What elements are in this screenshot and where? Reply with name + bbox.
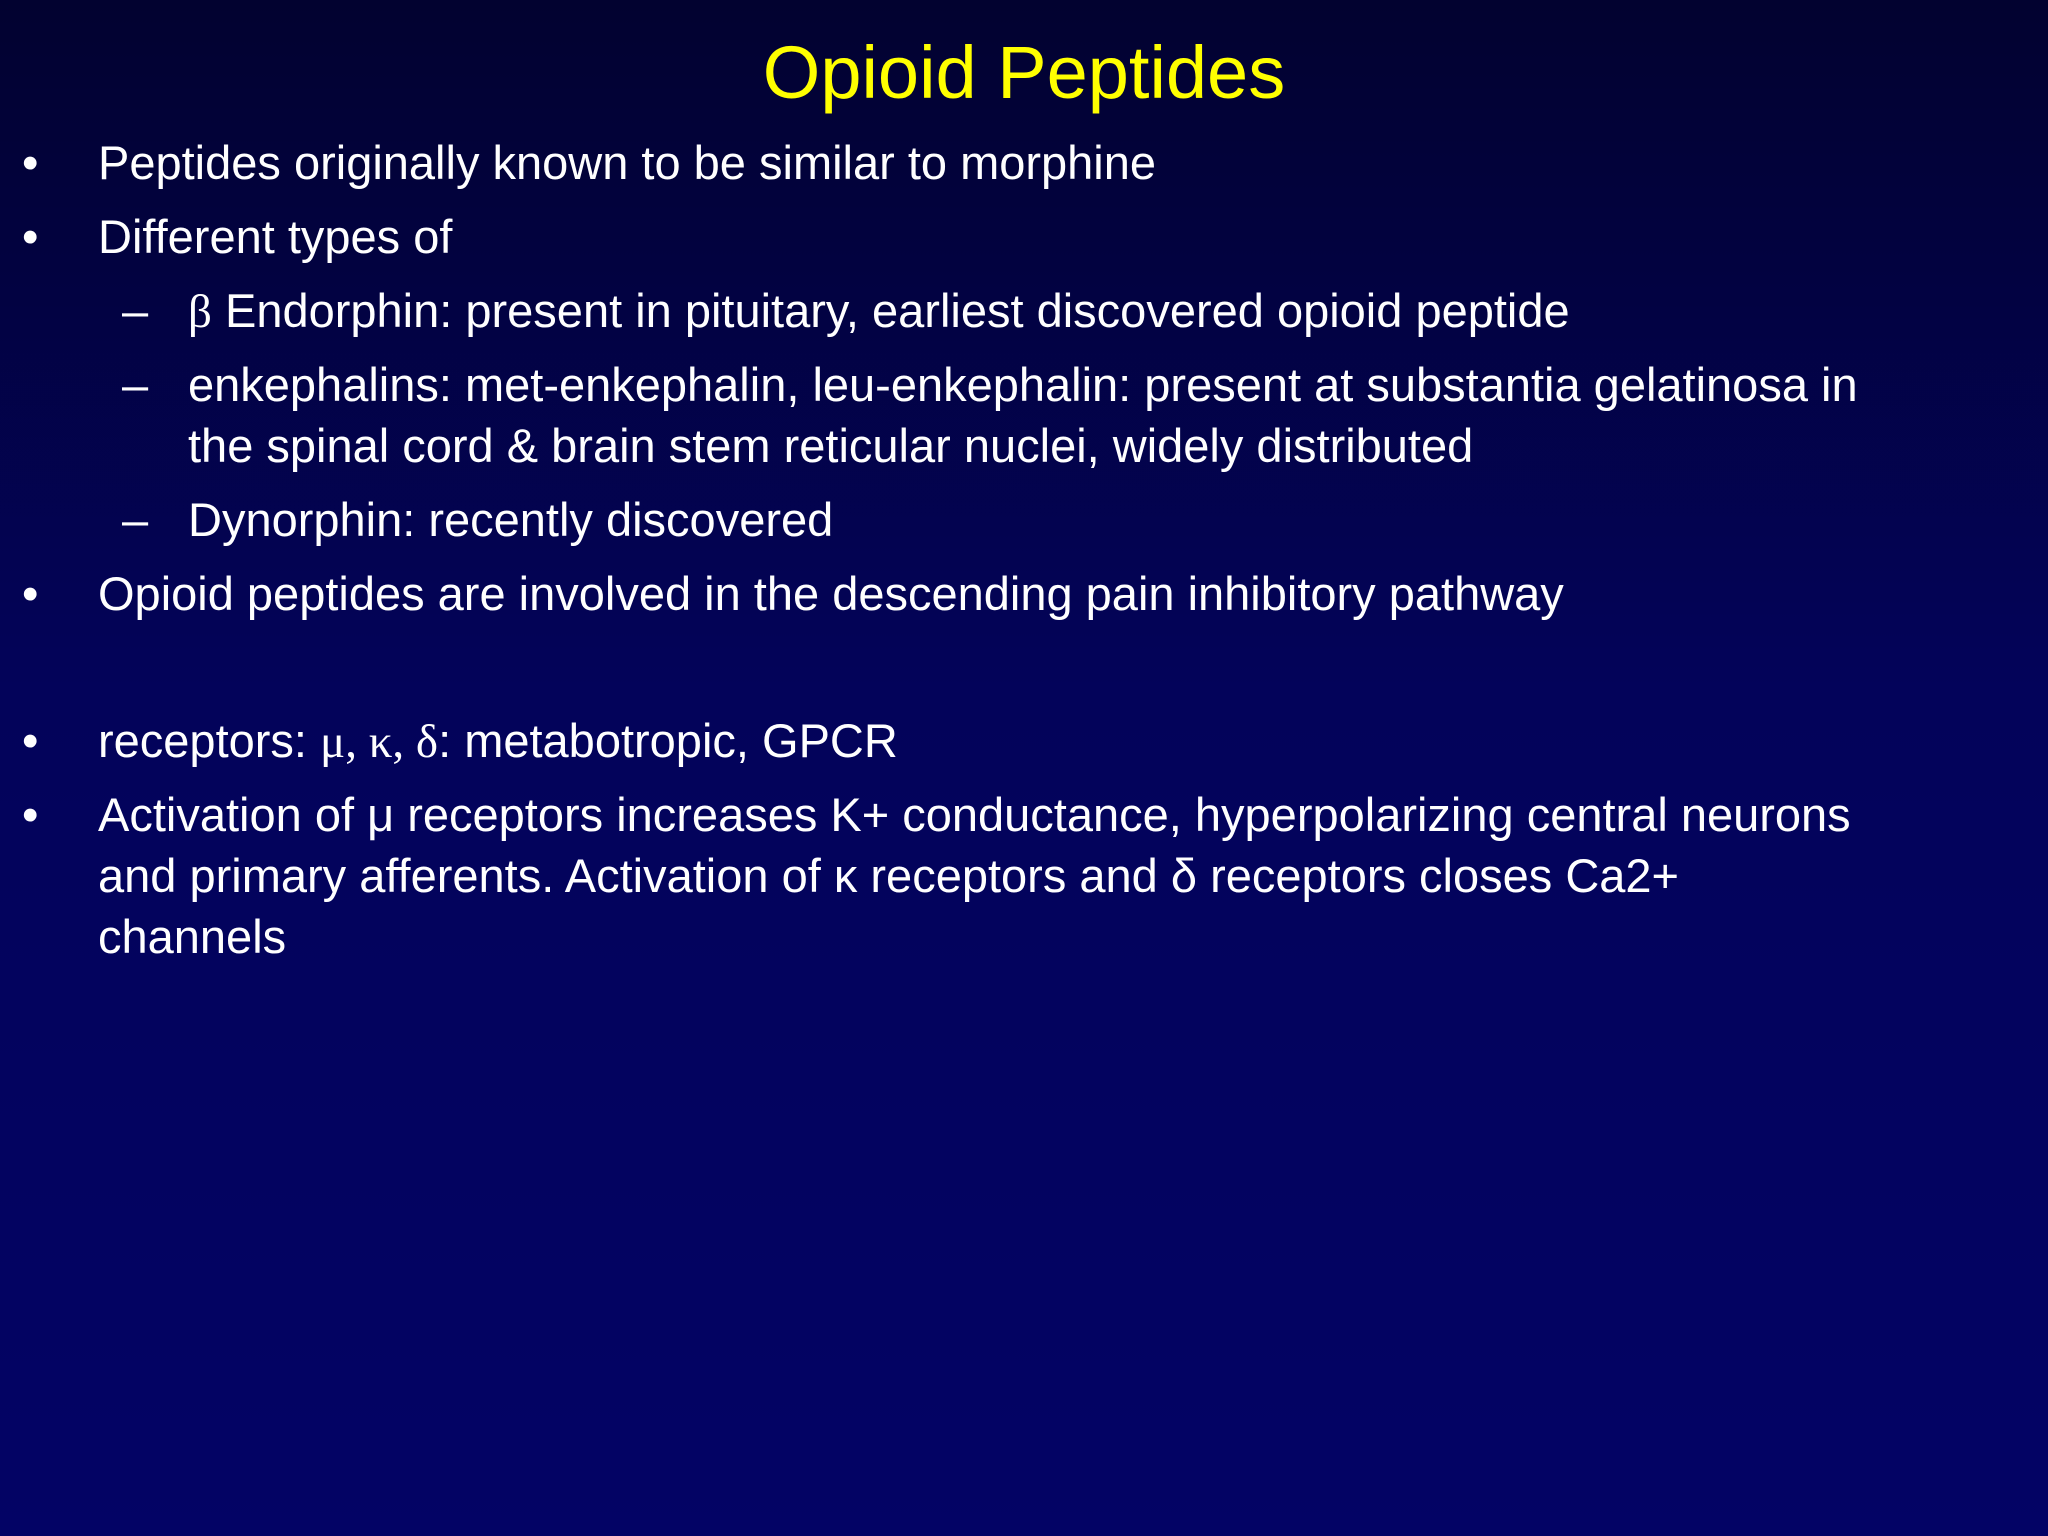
greek-symbols: μ, κ, δ <box>320 716 439 768</box>
bullet-text-line: channels <box>98 910 287 963</box>
slide-title: Opioid Peptides <box>762 31 1286 114</box>
receptors-description: : metabotropic, GPCR <box>438 714 898 767</box>
bullet-text-line: Activation of μ receptors increases K+ conductance, hyperpolarizing central neurons <box>98 788 1851 841</box>
dash-marker: – <box>122 284 149 337</box>
bullet-text: Peptides originally known to be similar to morphine <box>98 136 1157 189</box>
bullet-text: Opioid peptides are involved in the descending pain inhibitory pathway <box>98 567 1564 620</box>
sub-bullet-text-rest: Endorphin: present in pituitary, earliest discovered opioid peptide <box>211 284 1570 337</box>
bullet-marker: • <box>22 714 39 767</box>
sub-bullet-text-line: enkephalins: met-enkephalin, leu-enkephalin: present at substantia gelatinosa in <box>188 358 1858 411</box>
beta-symbol: β <box>188 286 212 338</box>
bullet-text <box>98 710 898 773</box>
dash-marker: – <box>122 358 149 411</box>
bullet-marker: • <box>22 136 39 189</box>
bullet-marker: • <box>22 210 39 263</box>
bullet-text-line: and primary afferents. Activation of κ receptors and δ receptors closes Ca2+ <box>98 849 1679 902</box>
bullet-marker: • <box>22 788 39 841</box>
bullet-marker: • <box>22 567 39 620</box>
bullet-text: Different types of <box>98 210 453 263</box>
sub-bullet-text: Dynorphin: recently discovered <box>188 493 834 546</box>
dash-marker: – <box>122 493 149 546</box>
sub-bullet-text <box>188 280 1570 343</box>
receptors-label: receptors: <box>98 714 321 767</box>
sub-bullet-text-line: the spinal cord & brain stem reticular nuclei, widely distributed <box>188 419 1474 472</box>
